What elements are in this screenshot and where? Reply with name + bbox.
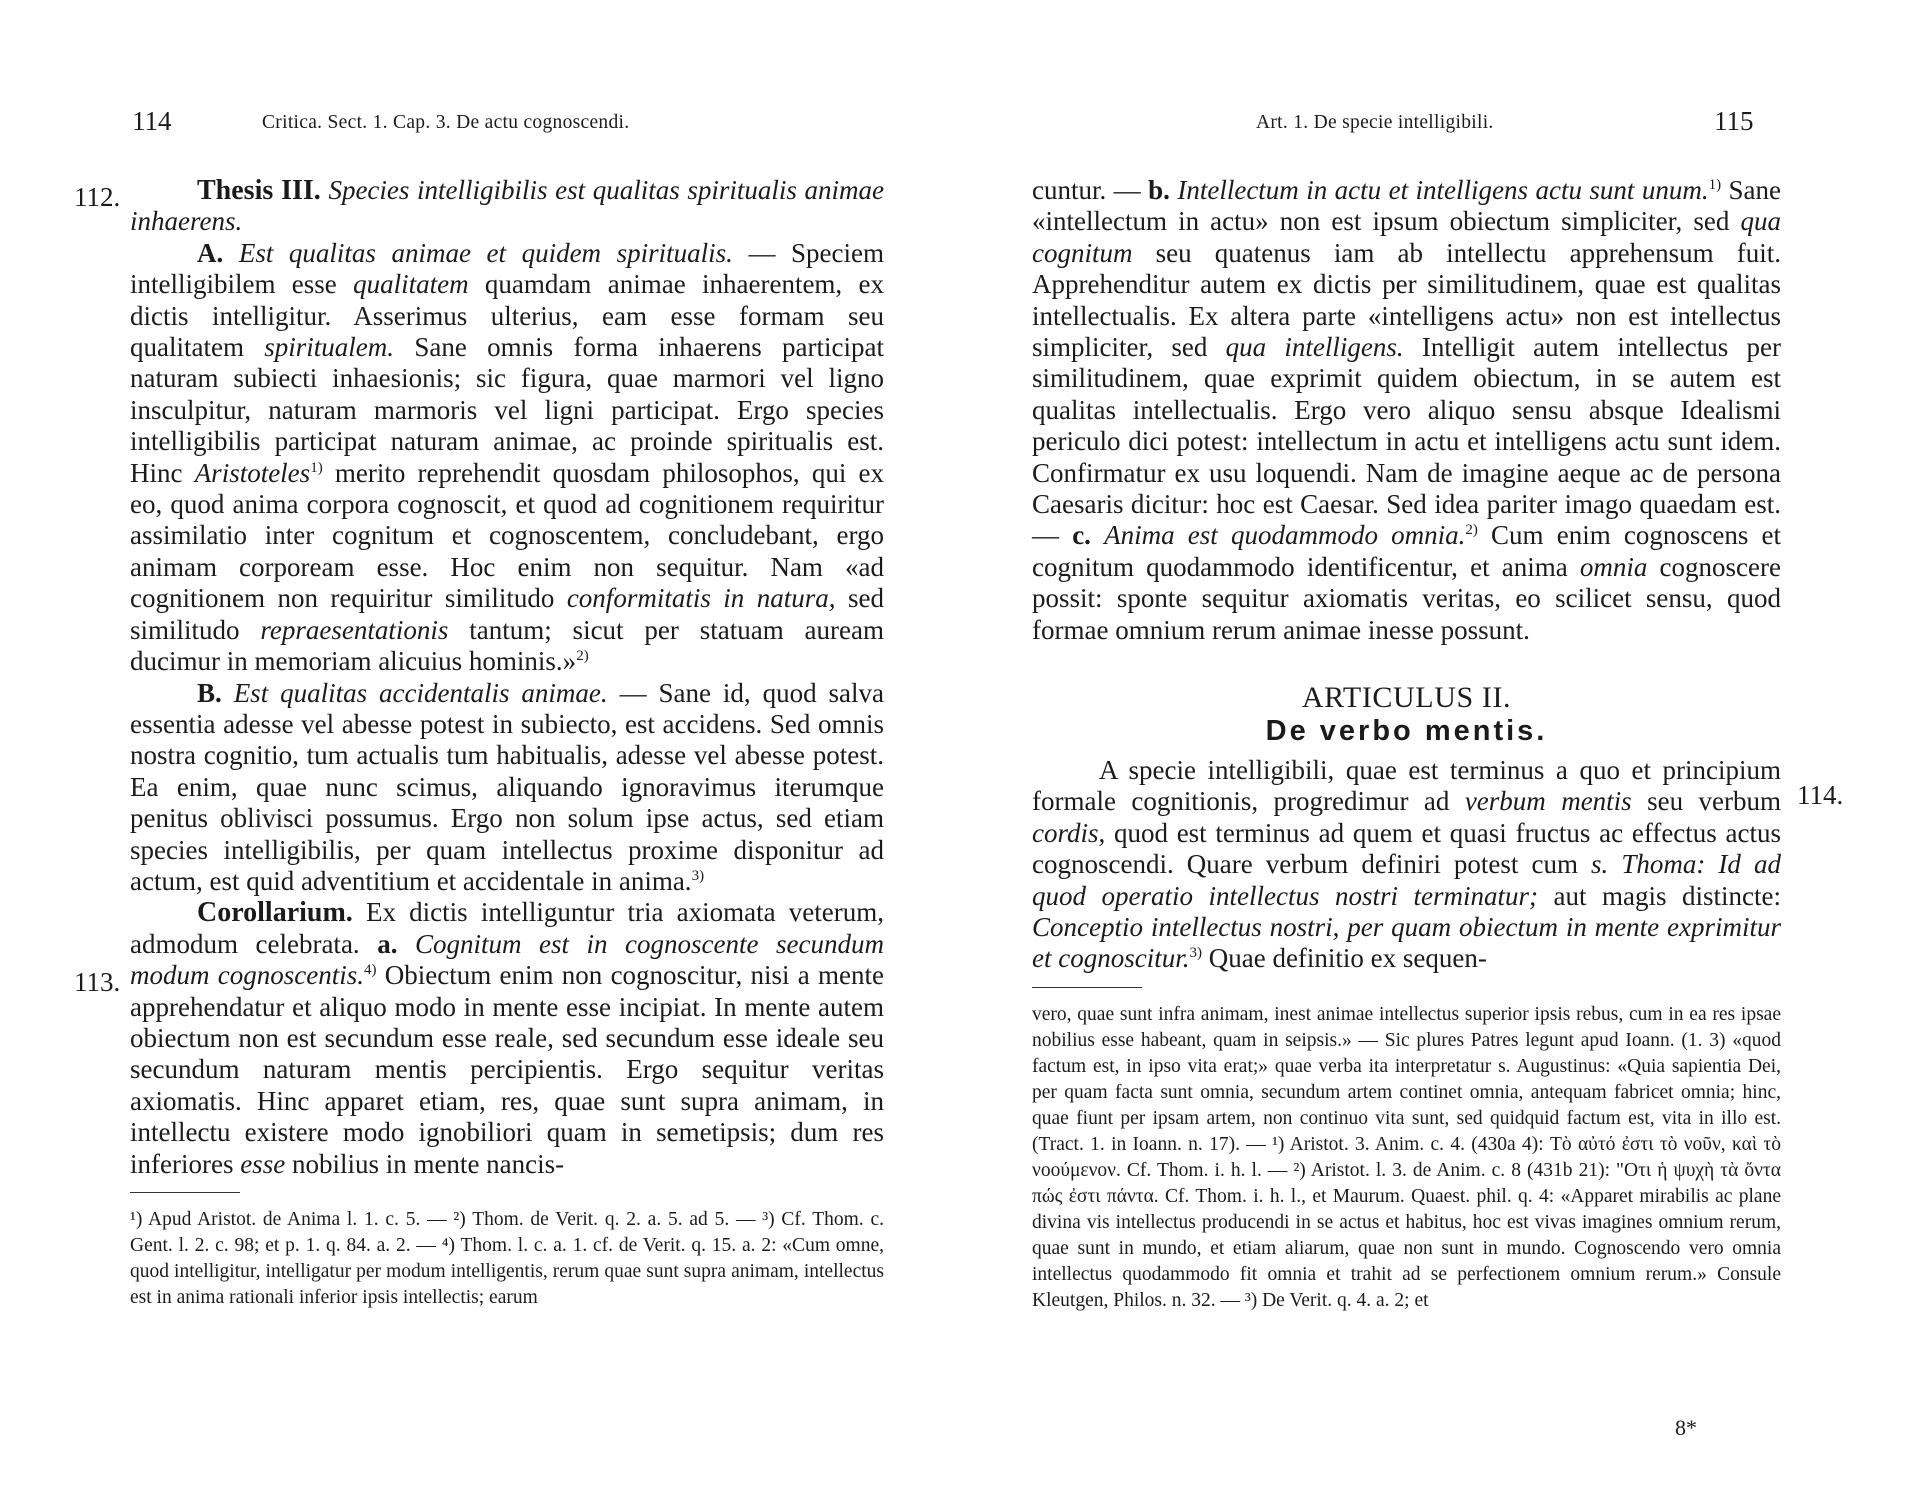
- section-a-heading: Est qualitas animae et quidem spiritualis.: [238, 237, 733, 268]
- footnote-rule-right: [1032, 987, 1142, 988]
- text-run: seu quatenus iam ab intellectu apprehensum fuit. Apprehenditur autem ex dictis per similitudinem, quae est qualitas intellectualis. Ex altera parte «intelligens actu» non est intellectus simpliciter, sed: [1032, 237, 1781, 363]
- left-column: [130, 175, 884, 1311]
- italic-run: qua cognitum: [1032, 206, 1781, 268]
- article-paragraph: [1032, 755, 1781, 975]
- italic-run: omnia: [1579, 551, 1648, 582]
- section-a-paragraph: [130, 238, 884, 678]
- section-b-heading: Est qualitas accidentalis animae.: [233, 677, 608, 708]
- text-run: aut magis distincte:: [1538, 880, 1781, 911]
- sub-label-a: a.: [377, 928, 398, 959]
- corollarium-label: Corollarium.: [197, 897, 353, 929]
- right-column: [1032, 175, 1781, 1314]
- text-run: Obiectum enim non cognoscitur, nisi a mente apprehendatur et aliquo modo in mente esse incipiat. In mente autem obiectum non est secundum esse reale, sed secundum esse ideale seu secundum naturam mentis percipientis. Ergo sequitur veritas axiomatis. Hinc apparet etiam, res, quae sunt supra animam, in intellectu existere modo ignobiliori quam in semetipsis; dum res inferiores: [130, 960, 885, 1179]
- text-run: tantum; sicut per statuam auream ducimur in memoriam alicuius hominis.»: [130, 614, 884, 677]
- footnotes-left: ¹) Apud Aristot. de Anima l. 1. c. 5. — ²) Thom. de Verit. q. 2. a. 5. ad 5. — ³) Cf. Thom. c. Gent. l. 2. c. 98; et p. 1. q. 84. a. 2. — ⁴) Thom. l. c. a. 1. cf. de Verit. q. 15. a. 2: «Cum omne, quod intelligitur, intelligatur per modum intelligentis, rerum quae sunt supra animam, intellectus est in anima rationali inferior ipsis intellectis; earum: [130, 1209, 884, 1308]
- text-run: — Speciem intelligibilem esse: [130, 237, 885, 300]
- italic-run: repraesentationis: [260, 614, 449, 645]
- signature-mark: 8*: [1675, 1415, 1697, 1440]
- italic-run: spiritualem.: [264, 332, 395, 363]
- italic-run: conformitatis in natura,: [566, 583, 836, 614]
- running-head-right: [955, 106, 1910, 152]
- italic-run: verbum mentis: [1464, 786, 1632, 817]
- section-a-label: A.: [197, 237, 224, 268]
- italic-run: Intellectum in actu et intelligens actu sunt unum.: [1177, 175, 1709, 205]
- footnote-ref: 3): [1189, 945, 1202, 962]
- italic-run: qualitatem: [353, 269, 469, 300]
- italic-run: s. Thoma: Id ad quod operatio intellectus nostri terminatur;: [1032, 849, 1781, 911]
- page-number-left: 114: [132, 106, 172, 136]
- page-number-right: 115: [1714, 106, 1754, 136]
- section-b-paragraph: [130, 678, 884, 898]
- text-run: cuntur. —: [1032, 175, 1149, 205]
- continuation-paragraph: [1032, 175, 1781, 646]
- corollarium-paragraph: [130, 897, 884, 1180]
- text-run: seu verbum: [1631, 786, 1782, 817]
- text-run: cognoscere possit: sponte sequitur axiomatis veritas, eo scilicet sensu, quod formae omnium rerum animae inesse possunt.: [1032, 551, 1781, 645]
- text-run: Quae definitio ex sequen-: [1201, 943, 1487, 974]
- article-title: De verbo mentis.: [1265, 714, 1548, 747]
- italic-run: qua intelligens.: [1225, 332, 1404, 363]
- text-run: quod est terminus ad quem et quasi fructus ac effectus actus cognoscendi. Quare verbum definiri potest cum: [1032, 817, 1781, 880]
- footnote-ref: 2): [576, 648, 589, 665]
- footnote-ref: 1): [310, 459, 323, 476]
- right-body-text: [1032, 175, 1781, 975]
- sub-label-c: c.: [1072, 520, 1091, 551]
- footnote-ref: 4): [364, 962, 377, 979]
- text-run: merito reprehendit quosdam philosophos, qui ex eo, quod anima corpora cognoscit, et quod ad cognitionem requiritur assimilatio inter cognitum et cognoscentem, concludebant, ergo animam corpoream esse. Hoc enim non sequitur. Nam «ad cognitionem non requiritur similitudo: [130, 457, 885, 614]
- text-run: Ex dictis intelliguntur tria axiomata veterum, admodum celebrata.: [130, 897, 884, 959]
- footnote-ref: 1): [1708, 177, 1722, 193]
- paragraph-number-113: 113.: [74, 967, 121, 997]
- text-run: nobilius in mente nancis-: [285, 1148, 565, 1179]
- paragraph-number-112: 112.: [74, 182, 121, 212]
- italic-run: Anima est quodammodo omnia.: [1104, 520, 1466, 551]
- text-run: Cum enim cognoscens et cognitum quodammodo identificentur, et anima: [1032, 520, 1782, 582]
- thesis-paragraph: [130, 175, 884, 238]
- text-run: A specie intelligibili, quae est terminus a quo et principium formale cognitionis, progredimur ad: [1032, 754, 1781, 817]
- running-head-title-right: Art. 1. De specie intelligibili.: [1256, 112, 1494, 133]
- text-run: Intelligit autem intellectus per similitudinem, quae exprimit quidem obiectum, in se autem est qualitas intellectualis. Ergo vero aliquo sensu absque Idealismi periculo dici potest: intellectum in actu et intelligens actu sunt idem. Confirmatur ex usu loquendi. Nam de imagine aeque ac de persona Caesaris dicitur: hoc est Caesar. Sed idea pariter imago quaedam est. —: [1032, 332, 1782, 551]
- footnotes-right: vero, quae sunt infra animam, inest animae intellectus superior ipsis rebus, cum in ea res ipsae nobilius esse habeant, quam in seipsis.» — Sic plures Patres legunt apud Ioann. (1. 3) «quod factum est, in ipso vita erat;» quae verba ita interpretatur s. Augustinus: «Quia sapientia Dei, per quam facta sunt omnia, secundum artem continet omnia, antequam fabricet omnia; hinc, quae fiunt per ipsam artem, non continuo vita sunt, sed quidquid factum est, vita in illo est. (Tract. 1. in Ioann. n. 17). — ¹) Aristot. 3. Anim. c. 4. (430a 4): Τὸ αὐτό ἐστι τὸ νοῦν, καὶ τὸ νοούμενον. Cf. Thom. i. h. l. — ²) Aristot. l. 3. de Anim. c. 8 (431b 21): "Οτι ἡ ψυχὴ τὰ ὄντα πώς ἐστι πάντα. Cf. Thom. i. h. l., et Maurum. Quaest. phil. q. 4: «Apparet mirabilis ac plane divina vis intellectus producendi in se actus et habitus, hoc est vivas imagines omnium rerum, quae sunt in mundo, et etiam aliarum, quae non sunt in mundo. Cognoscendo vero omnia intellectus quodammodo fit omnia et trahit ad se perfectionem omnium rerum.» Consule Kleutgen, Philos. n. 32. — ³) De Verit. q. 4. a. 2; et: [1032, 1003, 1781, 1311]
- footnote-ref: 3): [691, 867, 705, 884]
- section-b-label: B.: [197, 677, 222, 708]
- sub-label-b: b.: [1148, 175, 1170, 205]
- italic-run: esse: [240, 1148, 286, 1179]
- running-head-left: [0, 106, 955, 152]
- text-run: quamdam animae inhaerentem, ex dictis intelligitur. Asserimus ulterius, eam esse formam seu qualitatem: [130, 269, 884, 363]
- text-run: sed similitudo: [130, 583, 884, 645]
- italic-run: Aristoteles: [194, 457, 311, 488]
- footnote-rule-left: [130, 1192, 240, 1193]
- article-heading: ARTICULUS II.: [1301, 681, 1512, 715]
- thesis-statement: Species intelligibilis est qualitas spiritualis animae inhaerens.: [130, 175, 885, 237]
- text-run: — Sane id, quod salva essentia adesse vel abesse potest in subiecto, est accidens. Sed omnis nostra cognitio, tum actualis tum habitualis, adesse vel abesse potest. Ea enim, quae nunc scimus, aliquando ignoravimus iterumque penitus oblivisci possumus. Ergo non solum ipse actus, sed etiam species intelligibilis, per quam intellectus proxime disponitur ad actum, est quid adventitium et accidentale in anima.: [130, 677, 884, 896]
- thesis-label: Thesis III.: [197, 175, 321, 206]
- footnote-ref: 2): [1465, 522, 1478, 539]
- italic-run: Cognitum est in cognoscente secundum modum cognoscentis.: [130, 928, 884, 991]
- text-run: Sane «intellectum in actu» non est ipsum obiectum simpliciter, sed: [1032, 175, 1782, 237]
- paragraph-number-114: 114.: [1797, 780, 1844, 810]
- text-run: Sane omnis forma inhaerens participat naturam subiecti inhaesionis; sic figura, quae marmori vel ligno insculpitur, naturam marmoris vel ligni participat. Ergo species intelligibilis participat naturam animae, ac proinde spiritualis est. Hinc: [130, 332, 884, 488]
- right-page: [955, 0, 1910, 1500]
- italic-run: cordis,: [1032, 817, 1106, 848]
- running-head-title-left: Critica. Sect. 1. Cap. 3. De actu cognoscendi.: [262, 112, 630, 133]
- left-body-text: [130, 175, 884, 1180]
- italic-run: Conceptio intellectus nostri, per quam obiectum in mente exprimitur et cognoscitur.: [1032, 911, 1781, 974]
